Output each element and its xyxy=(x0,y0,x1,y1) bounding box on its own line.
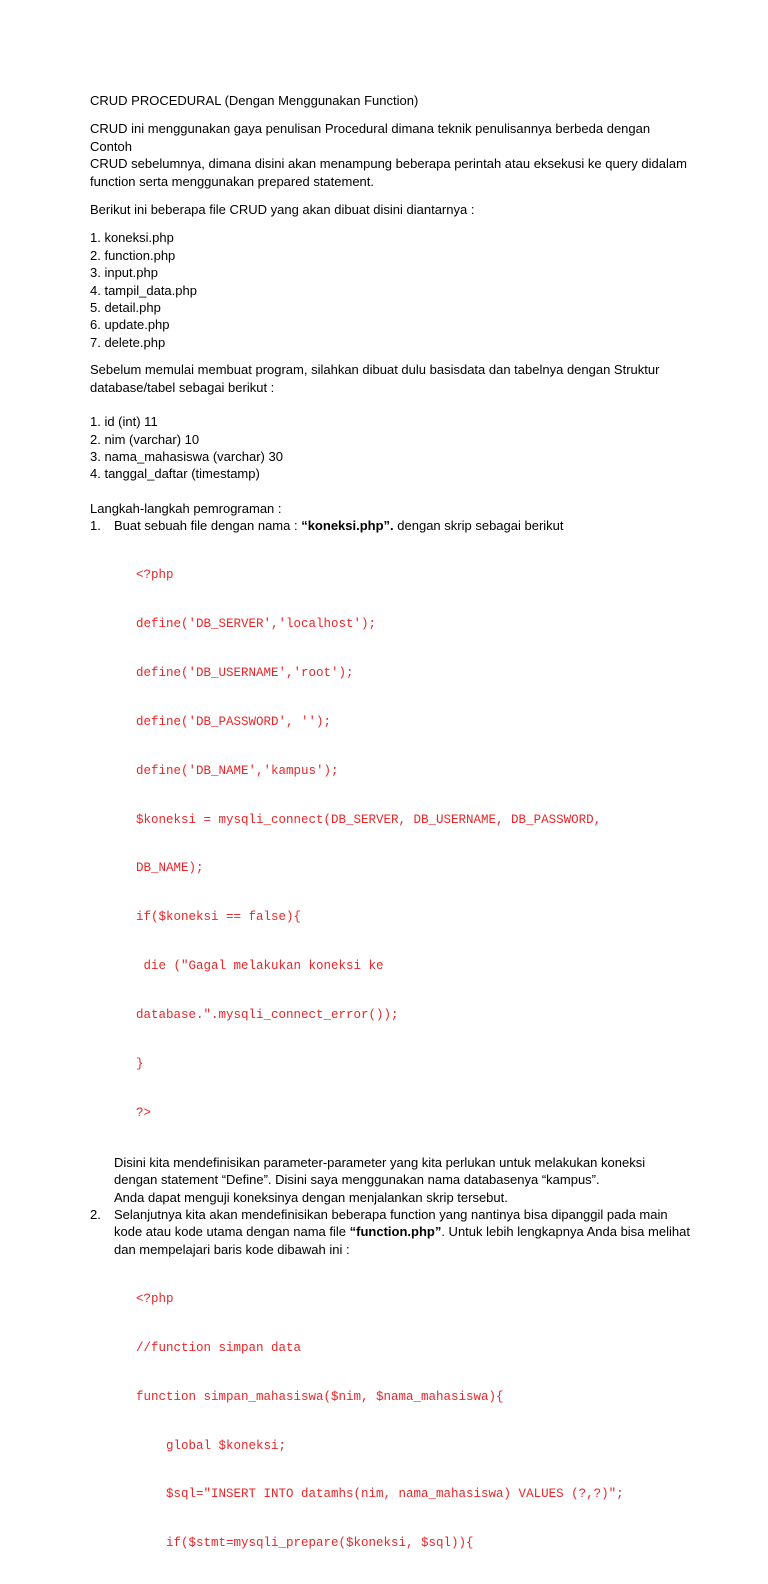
step-2-text: kode atau kode utama dengan nama file xyxy=(114,1224,350,1240)
file-list-item: 2. function.php xyxy=(90,247,176,263)
step-2-line: dan mempelajari baris kode dibawah ini : xyxy=(114,1241,350,1257)
file-list-item: 6. update.php xyxy=(90,317,170,333)
note-line: dengan statement “Define”. Disini saya menggunakan nama databasenya “kampus”. xyxy=(114,1172,600,1188)
db-field-item: 3. nama_mahasiswa (varchar) 30 xyxy=(90,448,283,464)
code-line: if($stmt=mysqli_prepare($koneksi, $sql)){ xyxy=(136,1536,474,1551)
db-field-item: 1. id (int) 11 xyxy=(90,414,158,430)
spacer xyxy=(90,396,690,413)
step-1-filename: “koneksi.php”. xyxy=(301,518,394,534)
code-line: global $koneksi; xyxy=(136,1438,287,1453)
step-2-filename: “function.php” xyxy=(349,1224,442,1240)
code-line: define('DB_PASSWORD', ''); xyxy=(136,714,332,729)
db-field-item: 4. tanggal_daftar (timestamp) xyxy=(90,466,260,482)
step-number: 1. xyxy=(90,518,101,534)
code-line: define('DB_NAME','kampus'); xyxy=(136,763,339,778)
document-page xyxy=(90,92,690,1584)
code-line: $koneksi = mysqli_connect(DB_SERVER, DB_USERNAME, DB_PASSWORD, xyxy=(136,812,602,827)
intro-paragraph xyxy=(90,120,690,190)
code-line: database.".mysqli_connect_error()); xyxy=(136,1008,399,1023)
code-line: function simpan_mahasiswa($nim, $nama_mahasiswa){ xyxy=(136,1389,504,1404)
step-2-text-after: . Untuk lebih lengkapnya Anda bisa melihat xyxy=(441,1224,690,1240)
note-line: Anda dapat menguji koneksinya dengan menjalankan skrip tersebut. xyxy=(114,1189,508,1205)
code-block-koneksi xyxy=(136,535,690,1154)
code-block-function xyxy=(136,1258,690,1584)
files-intro: Berikut ini beberapa file CRUD yang akan dibuat disini diantarnya : xyxy=(90,202,475,218)
code-line: die ("Gagal melakukan koneksi ke xyxy=(136,959,384,974)
file-list-item: 5. detail.php xyxy=(90,300,161,316)
intro-line: CRUD ini menggunakan gaya penulisan Procedural dimana teknik penulisannya berbeda dengan Contoh xyxy=(90,121,651,154)
code-line: <?php xyxy=(136,1291,174,1306)
db-intro-line: Sebelum memulai membuat program, silahkan dibuat dulu basisdata dan tabelnya dengan Struktur xyxy=(90,362,660,378)
file-list-item: 4. tampil_data.php xyxy=(90,282,197,298)
db-intro-paragraph xyxy=(90,361,690,396)
spacer xyxy=(90,483,690,500)
step-1-instruction xyxy=(114,517,690,534)
intro-line: CRUD sebelumnya, dimana disini akan menampung beberapa perintah atau eksekusi ke query didalam xyxy=(90,156,687,172)
code-line: if($koneksi == false){ xyxy=(136,910,302,925)
step-1 xyxy=(90,517,690,1206)
code-line: $sql="INSERT INTO datamhs(nim, nama_mahasiswa) VALUES (?,?)"; xyxy=(136,1487,624,1502)
document-title: CRUD PROCEDURAL (Dengan Menggunakan Function) xyxy=(90,93,419,108)
code-line: define('DB_USERNAME','root'); xyxy=(136,665,354,680)
step-2-line xyxy=(114,1223,690,1240)
code-line: <?php xyxy=(136,568,174,583)
file-list-item: 1. koneksi.php xyxy=(90,230,174,246)
steps-heading: Langkah-langkah pemrograman : xyxy=(90,500,282,516)
step-number: 2. xyxy=(90,1207,101,1223)
step-2 xyxy=(90,1206,690,1584)
step-1-text: Buat sebuah file dengan nama : xyxy=(114,518,302,534)
note-line: Disini kita mendefinisikan parameter-parameter yang kita perlukan untuk melakukan koneksi xyxy=(114,1154,646,1170)
step-2-line: Selanjutnya kita akan mendefinisikan beberapa function yang nantinya bisa dipanggil pada main xyxy=(114,1207,668,1223)
step-1-text-after: dengan skrip sebagai berikut xyxy=(393,518,564,534)
code-line: } xyxy=(136,1057,144,1072)
code-line: define('DB_SERVER','localhost'); xyxy=(136,617,377,632)
db-field-item: 2. nim (varchar) 10 xyxy=(90,431,200,447)
code-line: ?> xyxy=(136,1105,152,1120)
db-field-list xyxy=(90,413,690,483)
step-1-notes xyxy=(114,1154,690,1206)
file-list-item: 3. input.php xyxy=(90,265,158,281)
file-list-item: 7. delete.php xyxy=(90,334,166,350)
db-intro-line: database/tabel sebagai berikut : xyxy=(90,379,275,395)
intro-line: function serta menggunakan prepared statement. xyxy=(90,173,375,189)
code-line: //function simpan data xyxy=(136,1340,302,1355)
file-list xyxy=(90,229,690,351)
code-line: DB_NAME); xyxy=(136,861,204,876)
